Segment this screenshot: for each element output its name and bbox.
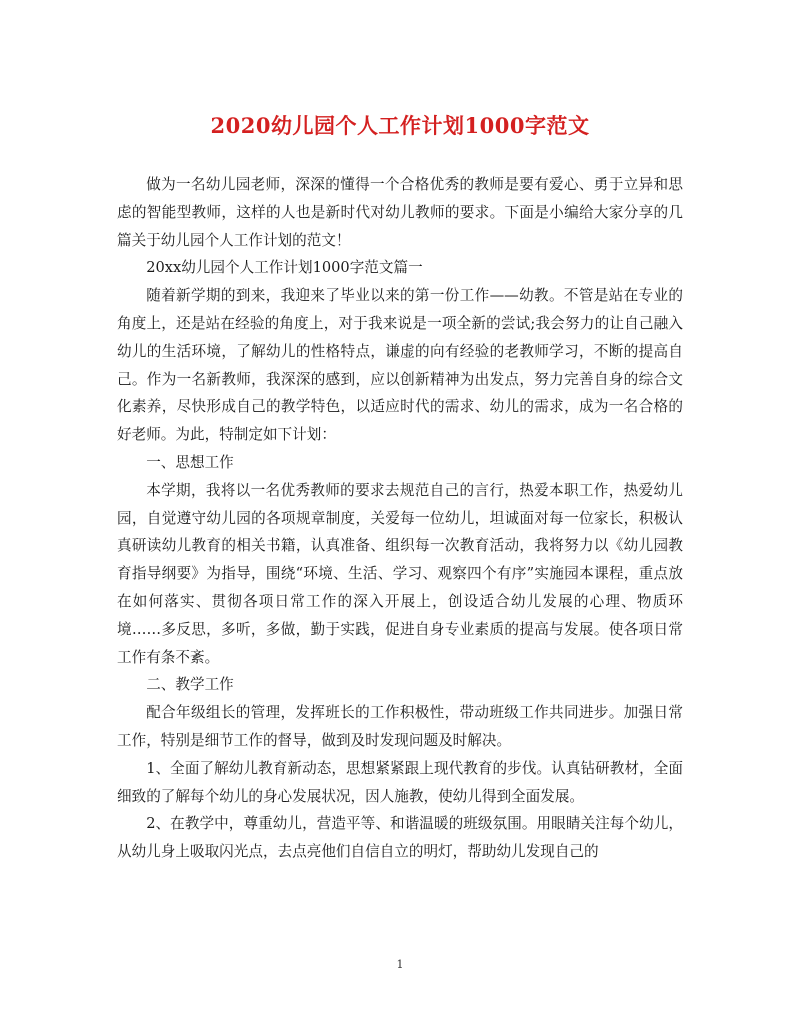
paragraph-intro: 做为一名幼儿园老师，深深的懂得一个合格优秀的教师是要有爱心、勇于立异和思虑的智能型教师，这样的人也是新时代对幼儿教师的要求。下面是小编给大家分享的几篇关于幼儿园个人工作计划的范文！ — [117, 176, 683, 249]
section-heading-ideology: 一、思想工作 — [146, 453, 234, 471]
section-heading-part-one: 20xx幼儿园个人工作计划1000字范文篇一 — [146, 259, 423, 277]
section-heading-teaching: 二、教学工作 — [146, 676, 234, 694]
paragraph-teaching-intro: 配合年级组长的管理，发挥班长的工作积极性，带动班级工作共同进步。加强日常工作，特别是细节工作的督导，做到及时发现问题及时解决。 — [117, 704, 683, 749]
document-title: 2020幼儿园个人工作计划1000字范文 — [210, 113, 590, 138]
document-body — [117, 171, 683, 866]
paragraph-teaching-item-1: 1、全面了解幼儿教育新动态，思想紧紧跟上现代教育的步伐。认真钻研教材，全面细致的了解每个幼儿的身心发展状况，因人施教，使幼儿得到全面发展。 — [117, 759, 683, 805]
paragraph-ideology: 本学期，我将以一名优秀教师的要求去规范自己的言行，热爱本职工作，热爱幼儿园，自觉遵守幼儿园的各项规章制度，关爱每一位幼儿，坦诚面对每一位家长，积极认真研读幼儿教育的相关书籍，认真准备、组织每一次教育活动，我将努力以《幼儿园教育指导纲要》为指导，围绕“环境、生活、学习、观察四个有序”实施园本课程，重点放在如何落实、贯彻各项日常工作的深入开展上，创设适合幼儿发展的心理、物质环境……多反思，多听，多做，勤于实践，促进自身专业素质的提高与发展。使各项日常工作有条不紊。 — [117, 481, 683, 666]
page-number: 1 — [396, 958, 404, 971]
paragraph-new-semester: 随着新学期的到来，我迎来了毕业以来的第一份工作——幼教。不管是站在专业的角度上，还是站在经验的角度上，对于我来说是一项全新的尝试;我会努力的让自己融入幼儿的生活环境，了解幼儿的性格特点，谦虚的向有经验的老教师学习，不断的提高自己。作为一名新教师，我深深的感到，应以创新精神为出发点，努力完善自身的综合文化素养，尽快形成自己的教学特色，以适应时代的需求、幼儿的需求，成为一名合格的好老师。为此，特制定如下计划： — [117, 287, 683, 444]
paragraph-teaching-item-2: 2、在教学中，尊重幼儿，营造平等、和谐温暖的班级氛围。用眼睛关注每个幼儿，从幼儿身上吸取闪光点，去点亮他们自信自立的明灯，帮助幼儿发现自己的 — [117, 815, 683, 861]
